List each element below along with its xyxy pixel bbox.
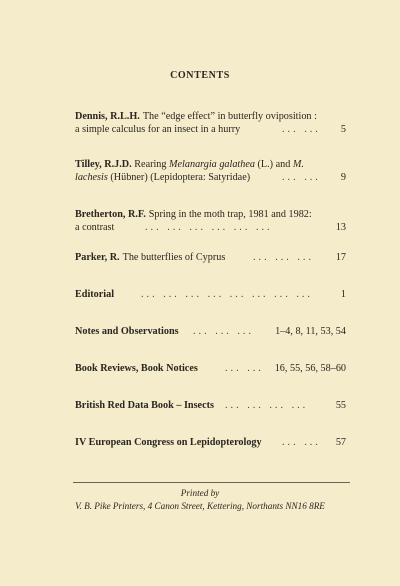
entry-author: Dennis, R.L.H. bbox=[75, 111, 140, 122]
dot-leader: ... ... bbox=[225, 363, 264, 374]
printed-by-label: Printed by bbox=[180, 488, 220, 498]
dot-leader: ... ... ... bbox=[253, 252, 315, 263]
entry-title-part: (Hübner) (Lepidoptera: Satyridae) bbox=[110, 172, 251, 183]
entry-title: The “edge effect” in butterfly oviposition : bbox=[142, 111, 317, 122]
entry-title: IV European Congress on Lepidopterology bbox=[75, 437, 262, 448]
entry-author: Tilley, R.J.D. bbox=[75, 159, 132, 170]
entry-page-numbers: 1–4, 8, 11, 53, 54 bbox=[275, 326, 346, 337]
dot-leader: ... ... ... ... bbox=[225, 400, 309, 411]
entry-title-continued: a simple calculus for an insect in a hurry bbox=[75, 124, 241, 135]
entry-page-number: 5 bbox=[340, 124, 346, 135]
entry-page-number: 55 bbox=[335, 400, 346, 411]
entry-title: Spring in the moth trap, 1981 and 1982: bbox=[148, 209, 312, 220]
entry-species-name: lachesis bbox=[75, 172, 108, 183]
dot-leader: ... ... ... bbox=[193, 326, 255, 337]
toc-entry-congress bbox=[75, 436, 350, 449]
entry-title: Notes and Observations bbox=[75, 326, 179, 337]
toc-entry-notes bbox=[75, 325, 350, 338]
entry-title: Book Reviews, Book Notices bbox=[75, 363, 198, 374]
toc-entry-editorial bbox=[75, 288, 350, 301]
entry-author: Bretherton, R.F. bbox=[75, 209, 146, 220]
entry-page-number: 9 bbox=[340, 172, 346, 183]
dot-leader: ... ... ... ... ... ... ... ... bbox=[141, 289, 313, 300]
dot-leader: ... ... bbox=[282, 437, 321, 448]
dot-leader: ... ... bbox=[282, 172, 321, 183]
toc-entry-dennis bbox=[75, 110, 350, 136]
toc-entry-parker bbox=[75, 251, 350, 264]
contents-heading: CONTENTS bbox=[170, 70, 230, 81]
dot-leader: ... ... ... ... ... ... bbox=[145, 222, 273, 233]
entry-page-number: 1 bbox=[340, 289, 346, 300]
entry-title-part: (L.) and bbox=[257, 159, 291, 170]
divider-rule bbox=[73, 482, 350, 483]
toc-entry-bretherton bbox=[75, 208, 350, 234]
entry-author: Parker, R. bbox=[75, 252, 120, 263]
entry-title-continued: a contrast bbox=[75, 222, 115, 233]
entry-page-number: 57 bbox=[335, 437, 346, 448]
toc-entry-reviews bbox=[75, 362, 350, 375]
entry-page-number: 17 bbox=[335, 252, 346, 263]
entry-page-number: 13 bbox=[335, 222, 346, 233]
toc-entry-red-data-book bbox=[75, 399, 350, 412]
entry-title: Editorial bbox=[75, 289, 115, 300]
entry-title: The butterflies of Cyprus bbox=[122, 252, 226, 263]
entry-title-part: Rearing bbox=[134, 159, 167, 170]
entry-page-numbers: 16, 55, 56, 58–60 bbox=[274, 363, 346, 374]
printer-address: V. B. Pike Printers, 4 Canon Street, Kettering, Northants NN16 8RE bbox=[75, 501, 325, 511]
entry-species-name: Melanargia galathea bbox=[169, 159, 255, 170]
entry-genus-abbrev: M. bbox=[292, 159, 304, 170]
entry-title: British Red Data Book – Insects bbox=[75, 400, 214, 411]
toc-entry-tilley bbox=[75, 158, 350, 184]
dot-leader: ... ... bbox=[282, 124, 321, 135]
